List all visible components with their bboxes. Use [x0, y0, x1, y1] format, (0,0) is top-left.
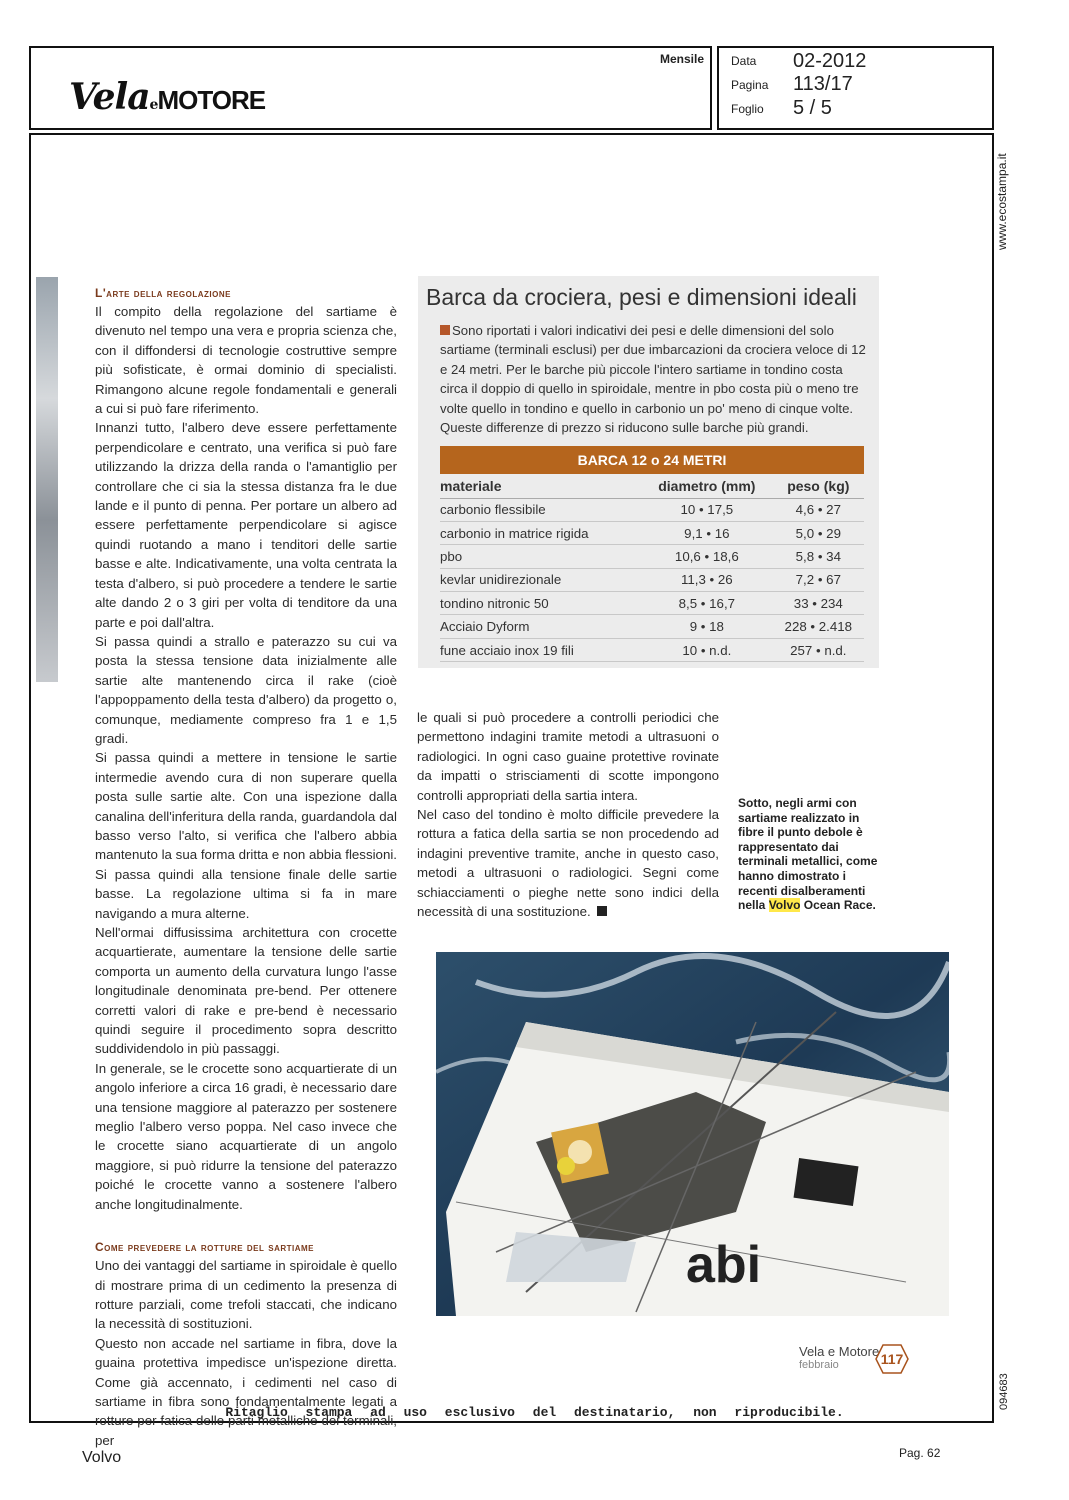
header-right-frame — [717, 46, 994, 130]
section1-paragraph: Il compito della regolazione del sartiame è divenuto nel tempo una vera e propria scienza che, con il diffondersi di tecnologie costruttive sempre più sofisticate, è ormai dominio di specialisti. Rimangono alcune regole fondamentali e generali a cui si può fare riferimento. — [95, 304, 397, 417]
table-cell: pbo — [440, 545, 641, 568]
table-cell: 8,5 • 16,7 — [641, 592, 773, 615]
data-value: 02-2012 — [793, 50, 867, 72]
box-title: Barca da crociera, pesi e dimensioni ideali — [426, 284, 857, 310]
sidebar-box — [418, 276, 879, 668]
table-cell: 10 • n.d. — [641, 638, 773, 661]
logo-motore: MOTORE — [157, 85, 266, 115]
column-header: materiale — [440, 474, 641, 498]
table-row — [440, 545, 864, 568]
footer-page: Pag. 62 — [899, 1446, 941, 1460]
table-row — [440, 568, 864, 591]
caption-highlight: Volvo — [768, 898, 801, 913]
section1-paragraph: Innanzi tutto, l'albero deve essere perfettamente perpendicolare e centrato, una verifica si può fare utilizzando la drizza della randa o l'amantiglio per controllare che ci sia la stessa distanza fra le due lande e il punto di penna. Per portare un albero ad essere perfettamente perpendicolare si agisce quindi ruotando a mano i tenditori delle sartie basse e alte. Indicativamente, una volta centrata la testa d'albero, si può procedere a tendere le sartie alte dando 2 o 3 giri per volta di tenditore da una parte e poi dall'altra. — [95, 420, 397, 630]
table-row — [440, 592, 864, 615]
section1-paragraph: In generale, se le crocette sono acquartierate di un angolo inferiore a circa 16 gradi, è necessario dare una tensione maggiore al paterazzo per sostenere meglio l'albero verso poppa. Nel caso invece che le crocette siano acquartierate di un angolo maggiore, si può ridurre la tensione del paterazzo poiché le crocette vanno a sostenere l'albero anche longitudinalmente. — [95, 1060, 397, 1212]
logo-vela: Vela — [69, 76, 150, 118]
table-row — [440, 615, 864, 638]
table-title: BARCA 12 o 24 METRI — [440, 446, 864, 474]
frequency-label: Mensile — [659, 52, 704, 66]
footer-magazine-name: Vela e Motore — [799, 1344, 880, 1359]
left-photo-strip — [36, 277, 58, 682]
footer-keyword: Volvo — [82, 1449, 122, 1466]
box-text-body: Sono riportati i valori indicativi dei pesi e delle dimensioni del solo sartiame (terminali esclusi) per due imbarcazioni da crociera veloce di 12 e 24 metri. Per le barche più piccole l'intero sartiame in tondino costa circa il doppio di quello in spiroidale, mentre in pbo costa più o meno tre volte quello in tondino e quello in carbonio un po' meno di cinque volte. Queste differenze di prezzo si riducono sulle barche più grandi. — [440, 323, 866, 436]
table-cell: fune acciaio inox 19 fili — [440, 638, 641, 661]
table-cell: Acciaio Dyform — [440, 615, 641, 638]
middle-column — [417, 708, 719, 921]
table-cell: carbonio flessibile — [440, 498, 641, 521]
footer-month: febbraio — [799, 1359, 839, 1371]
table-cell: 5,8 • 34 — [773, 545, 864, 568]
header-left-frame — [29, 46, 712, 130]
photo-caption — [738, 796, 888, 913]
middle-paragraph: le quali si può procedere a controlli periodici che permettono indagini tramite metodi a ultrasuoni o radiologici. In ogni caso guaine protettive rovinate da impatti o strisciamenti di scotte impongono controlli appropriati della sartia intera. — [417, 710, 719, 803]
section2-paragraph: Questo non accade nel sartiame in fibra, dove la guaina protettiva impedisce un'ispezione diretta. Come già accennato, i cedimenti nel caso di sartiame in fibra sono fondamentalmente legati a rotture per fatica delle parti metalliche dei terminali, per — [95, 1335, 397, 1448]
bullet-square-icon — [440, 325, 450, 335]
middle-paragraph-text: Nel caso del tondino è molto difficile prevedere la rottura a fatica della sartia se non procedendo ad indagini preventive tramite, anche in questo caso, metodi a ultrasuoni o radiologici. Segni come schiacciamenti o pieghe nette sono indici della necessità di una sostituzione. — [417, 807, 719, 920]
section1-paragraph: Si passa quindi a mettere in tensione le sartie intermedie avendo cura di non superare quella posta sulle sartie alte. Con una ispezione dalla canalina dell'inferitura della randa, guardandola dal basso verso l'alto, si verifica che l'albero abbia mantenuto la sua forma dritta e non abbia flessioni. Si passa quindi alla tensione finale delle sartie basse. La regolazione ultima si fa in mare navigando a mura alterne. — [95, 750, 397, 921]
page-number-badge — [875, 1344, 909, 1374]
magazine-logo — [69, 76, 265, 118]
table-cell: 228 • 2.418 — [773, 615, 864, 638]
table-cell: 9 • 18 — [641, 615, 773, 638]
specs-table — [440, 474, 864, 662]
table-cell: 257 • n.d. — [773, 638, 864, 661]
table-cell: 5,0 • 29 — [773, 521, 864, 544]
table-cell: carbonio in matrice rigida — [440, 521, 641, 544]
table-row — [440, 521, 864, 544]
section1-paragraph: Nell'ormai diffusissima architettura con crocette acquartierate, aumentare la tensione delle sartie comporta un aumento della curvatura lungo l'asse longitudinale denominata pre-bend. Per ottenere corretti valori di rake e pre-bend è necessario quindi seguire il procedimento sopra descritto suddividendolo in più passaggi. — [95, 925, 397, 1057]
logo-e: e — [149, 97, 158, 113]
end-mark-icon — [597, 906, 607, 916]
table-cell: kevlar unidirezionale — [440, 568, 641, 591]
hull-text: abi — [686, 1236, 762, 1294]
foglio-value: 5 / 5 — [793, 97, 832, 119]
box-text — [440, 321, 870, 437]
table-row — [440, 638, 864, 661]
section1-heading: L'arte della regolazione — [95, 286, 231, 300]
table-cell: 4,6 • 27 — [773, 498, 864, 521]
boat-photo — [436, 952, 949, 1316]
table-cell: 11,3 • 26 — [641, 568, 773, 591]
magazine-page-footer — [799, 1344, 904, 1371]
table-header-row — [440, 474, 864, 498]
column-header: diametro (mm) — [641, 474, 773, 498]
boat-photo-illustration — [436, 952, 949, 1316]
section2-paragraph: Uno dei vantaggi del sartiame in spiroidale è quello di mostrare prima di un cedimento la presenza di rotture parziali, come trefoli staccati, che indicano la necessità di sostituzioni. — [95, 1258, 397, 1332]
table-cell: 33 • 234 — [773, 592, 864, 615]
table-cell: 10 • 17,5 — [641, 498, 773, 521]
data-label: Data — [731, 54, 757, 68]
table-cell: 7,2 • 67 — [773, 568, 864, 591]
pagina-value: 113/17 — [793, 73, 853, 95]
column-header: peso (kg) — [773, 474, 864, 498]
table-cell: tondino nitronic 50 — [440, 592, 641, 615]
table-cell: 9,1 • 16 — [641, 521, 773, 544]
foglio-label: Foglio — [731, 102, 764, 116]
table-cell: 10,6 • 18,6 — [641, 545, 773, 568]
caption-text-end: Ocean Race. — [800, 898, 876, 913]
middle-paragraph — [417, 805, 719, 921]
left-column — [95, 286, 397, 1450]
caption-text: Sotto, negli armi con sartiame realizzato in fibre il punto debole è rappresentato dai terminali metallici, come hanno dimostrato i recenti disalberamenti nella — [738, 796, 878, 913]
ecostampa-website: www.ecostampa.it — [995, 153, 1009, 250]
page-number: 117 — [880, 1351, 904, 1367]
table-row — [440, 498, 864, 521]
pagina-label: Pagina — [731, 78, 769, 92]
section1-paragraph: Si passa quindi a strallo e paterazzo su cui va posta la stessa tensione data inizialmente alle sartie alte mantenendo circa il rake (cioè l'appoppamento della testa d'albero) da progetto o, comunque, mediamente compreso fra 1 e 1,5 gradi. — [95, 633, 397, 746]
section2-heading: Come prevedere la rotture del sartiame — [95, 1240, 315, 1255]
disclaimer: Ritaglio stampa ad uso esclusivo del destinatario, non riproducibile. — [225, 1405, 844, 1420]
clipping-code: 094683 — [998, 1373, 1010, 1410]
